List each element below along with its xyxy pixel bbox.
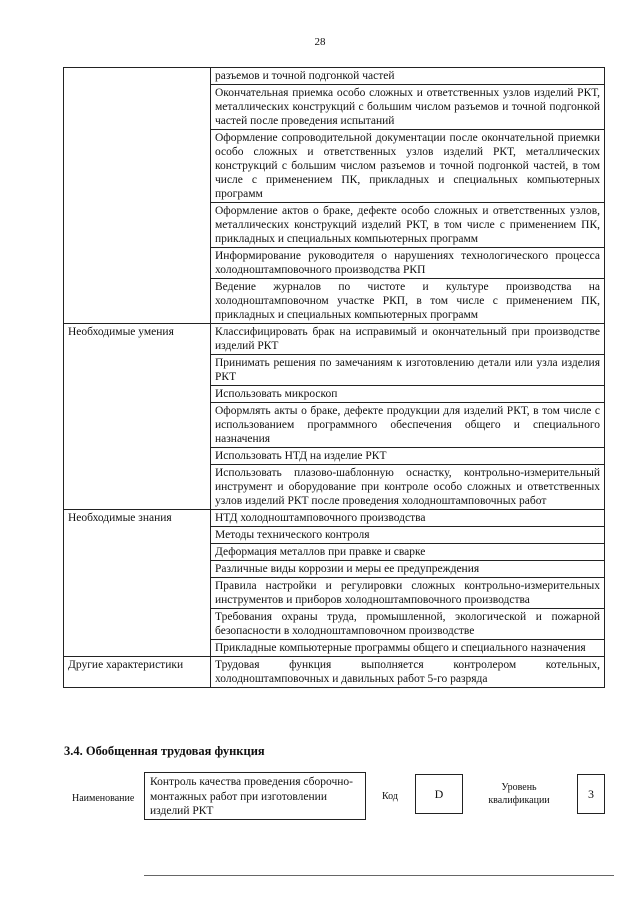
qualification-level-label: Уровень квалификации <box>488 782 550 806</box>
table-cell: Прикладные компьютерные программы общего и специального назначения <box>211 640 605 657</box>
table-cell: Ведение журналов по чистоте и культуре производства на холодноштамповочном участке РКП, в том числе с применением ПК, прикладных и специальных компьютерных программ <box>211 279 605 324</box>
table-cell: Правила настройки и регулировки сложных контрольно-измерительных инструментов и приборов холодноштамповочного производства <box>211 578 605 609</box>
table-cell: Использовать плазово-шаблонную оснастку, контрольно-измерительный инструмент и оборудование при контроле особо сложных и ответственных узлов изделий РКТ после проведения холодноштамповочных работ <box>211 465 605 510</box>
table-cell: Оформление сопроводительной документации после окончательной приемки особо сложных и ответственных узлов изделий РКТ, металлических конструкций с большим числом разъемов и точной подгонкой частей, в том числе с применением ПК, прикладных и специальных компьютерных программ <box>211 130 605 203</box>
table-cell: Принимать решения по замечаниям к изготовлению детали или узла изделия РКТ <box>211 355 605 386</box>
table-cell: Различные виды коррозии и меры ее предупреждения <box>211 561 605 578</box>
table-row <box>64 68 605 85</box>
table-cell: Информирование руководителя о нарушениях технологического процесса холодноштамповочного производства РКП <box>211 248 605 279</box>
table-cell: Использовать НТД на изделие РКТ <box>211 448 605 465</box>
table-row <box>64 510 605 527</box>
table-cell: Требования охраны труда, промышленной, экологической и пожарной безопасности в холодноштамповочном производстве <box>211 609 605 640</box>
labor-function-table <box>63 67 605 688</box>
section-title: 3.4. Обобщенная трудовая функция <box>64 744 265 758</box>
row-group-header: Необходимые знания <box>64 510 211 657</box>
name-value-box: Контроль качества проведения сборочно-монтажных работ при изготовлении изделий РКТ <box>144 772 366 820</box>
code-value-box: D <box>415 774 463 814</box>
table-cell: Методы технического контроля <box>211 527 605 544</box>
table-cell: Трудовая функция выполняется контролером котельных, холодноштамповочных и давильных работ 5-го разряда <box>211 657 605 688</box>
name-label: Наименование <box>72 793 135 804</box>
qualification-level-box: 3 <box>577 774 605 814</box>
table-cell: Классифицировать брак на исправимый и окончательный при производстве изделий РКТ <box>211 324 605 355</box>
table-row <box>64 324 605 355</box>
row-group-header: Другие характеристики <box>64 657 211 688</box>
table-cell: разъемов и точной подгонкой частей <box>211 68 605 85</box>
table-cell: Оформлять акты о браке, дефекте продукции для изделий РКТ, в том числе с использованием программного обеспечения общего и специального назначения <box>211 403 605 448</box>
row-group-header: Необходимые умения <box>64 324 211 510</box>
table-body <box>64 68 605 688</box>
table-cell: Деформация металлов при правке и сварке <box>211 544 605 561</box>
table-row <box>64 657 605 688</box>
row-group-header <box>64 68 211 324</box>
code-label: Код <box>382 791 398 802</box>
table-cell: НТД холодноштамповочного производства <box>211 510 605 527</box>
table-cell: Окончательная приемка особо сложных и ответственных узлов изделий РКТ, металлических конструкций с большим числом разъемов и точной подгонкой частей после проведения испытаний <box>211 85 605 130</box>
page-number: 28 <box>314 36 326 48</box>
table-cell: Оформление актов о браке, дефекте особо сложных и ответственных узлов, металлических конструкций изделий РКТ, в том числе с применением ПК, прикладных и специальных компьютерных программ <box>211 203 605 248</box>
bottom-rule <box>144 875 614 876</box>
table-cell: Использовать микроскоп <box>211 386 605 403</box>
